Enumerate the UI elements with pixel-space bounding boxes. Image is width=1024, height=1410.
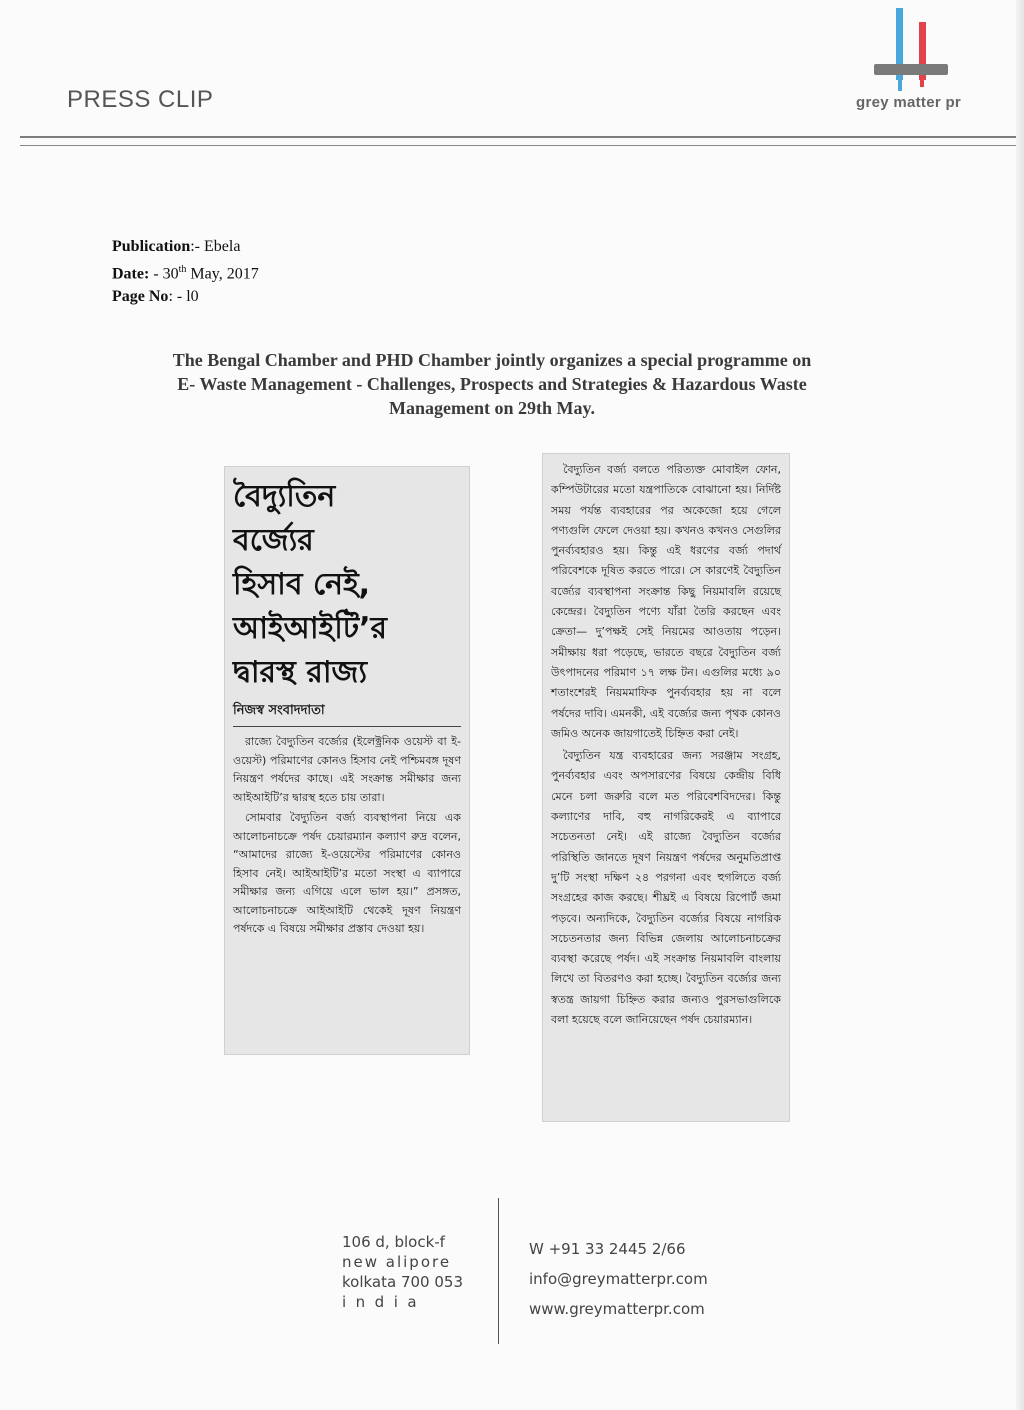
address-line-1: 106 d, block-f bbox=[342, 1233, 445, 1251]
publication-line bbox=[112, 235, 259, 258]
clip-headline-line-3: হিসাব নেই, bbox=[233, 567, 371, 602]
clip-paragraph: বৈদ্যুতিন যন্ত্র ব্যবহারের জন্য সরঞ্জাম সংগ্রহ, পুনর্ব্যবহার এবং অপসারণের বিষয়ে কেন্দ্রীয় বিধি মেনে চলা জরুরি বলে মত পরিবেশবিদদের। কিন্তু কল্যাণের দাবি, বহু নাগরিকেরই এ ব্যাপারে সচেতনতা নেই। এই রাজ্যে বৈদ্যুতিন বর্জ্যের পরিস্থিতি জানতে দূষণ নিয়ন্ত্রণ পর্ষদের অনুমতিপ্রাপ্ত দু’টি সংস্থা দক্ষিণ ২৪ পরগনা এবং হুগলিতে বর্জ্য সংগ্রহের কাজ করছে। শীঘ্রই এ বিষয়ে রিপোর্ট জমা পড়বে। অন্যদিকে, বৈদ্যুতিন বর্জ্যের বিষয়ে নাগরিক সচেতনতার জন্য বিভিন্ন জেলায় আলোচনাচক্রের ব্যবস্থা করেছে পর্ষদ। এই সংক্রান্ত নিয়মাবলি বাংলায় লিখে তা বিতরণও করা হচ্ছে। বৈদ্যুতিন বর্জ্যের জন্য স্বতন্ত্র জায়গা চিহ্নিত করার জন্যও পুরসভাগুলিকে বলা হয়েছে বলে জানিয়েছেন পর্ষদ চেয়ারম্যান। bbox=[551, 749, 781, 1027]
clip-headline-line-1: বৈদ্যুতিন bbox=[233, 479, 336, 514]
date-line bbox=[112, 258, 259, 285]
date-suffix: May, 2017 bbox=[186, 265, 259, 283]
clip-headline bbox=[233, 475, 461, 695]
publication-value: :- Ebela bbox=[190, 238, 241, 255]
clip-headline-line-2: বর্জ্যের bbox=[233, 523, 314, 558]
date-sup: th bbox=[178, 264, 187, 275]
date-label: Date: bbox=[112, 265, 150, 283]
page-label: Page No bbox=[112, 288, 169, 306]
address-line-4: india bbox=[342, 1293, 427, 1311]
footer-contact bbox=[529, 1234, 708, 1324]
address-line-2: new alipore bbox=[342, 1253, 452, 1271]
clip-paragraph: সোমবার বৈদ্যুতিন বর্জ্য ব্যবস্থাপনা নিয়ে এক আলোচনাচক্রে পর্ষদ চেয়ারম্যান কল্যাণ রুদ্র বলেন, “আমাদের রাজ্যে ই-ওয়েস্টের পরিমাণের কোনও হিসাব নেই। আইআইটি’র মতো সংস্থা এ ব্যাপারে সমীক্ষার জন্য এগিয়ে এলে ভাল হয়।” প্রসঙ্গত, আলোচনাচক্রে আইআইটি থেকেই দূষণ নিয়ন্ত্রণ পর্ষদকে এ বিষয়ে সমীক্ষার প্রস্তাব দেওয়া হয়। bbox=[233, 811, 461, 935]
footer-divider bbox=[498, 1198, 499, 1344]
publication-label: Publication bbox=[112, 238, 191, 255]
article-headline bbox=[100, 348, 884, 420]
page-title: PRESS CLIP bbox=[67, 86, 214, 113]
page-line bbox=[112, 285, 259, 308]
email-link[interactable]: info@greymatterpr.com bbox=[529, 1270, 708, 1288]
clip-headline-line-4: আইআইটি’র bbox=[233, 611, 388, 646]
newspaper-clip-right bbox=[542, 453, 790, 1122]
header-rule-top bbox=[20, 136, 1016, 138]
header-rule-bottom bbox=[20, 145, 1016, 146]
clip-paragraph: বৈদ্যুতিন বর্জ্য বলতে পরিত্যক্ত মোবাইল ফোন, কম্পিউটারের মতো যন্ত্রপাতিকে বোঝানো হয়। নির্দিষ্ট সময় পর্যন্ত ব্যবহারের পর অকেজো হয়ে গেলে পণ্যগুলি ফেলে দেওয়া হয়। কখনও কখনও সেগুলির পুনর্ব্যবহারও হয়। কিন্তু এই ধরণের বর্জ্য পদার্থ পরিবেশকে দূষিত করতে পারে। সে কারণেই বৈদ্যুতিন বর্জ্যের ব্যবস্থাপনা সংক্রান্ত কিছু নিয়মাবলি রয়েছে কেন্দ্রের। বৈদ্যুতিন পণ্যে যাঁরা তৈরি করছেন এবং ক্রেতা— দু’পক্ষই সেই নিয়মের আওতায় পড়েন। সমীক্ষায় ধরা পড়েছে, ভারতে বছরে বৈদ্যুতিন বর্জ্য উৎপাদনের পরিমাণ ১৭ লক্ষ টন। এগুলির মধ্যে ৯০ শতাংশেরই নিয়মমাফিক পুনর্ব্যবহার হয় না বলে পর্ষদের দাবি। এমনকী, এই বর্জ্যের জন্য পৃথক কোনও জমিও অনেক জায়গাতেই চিহ্নিত করা নেই। bbox=[551, 463, 781, 740]
clip-paragraph: রাজ্যে বৈদ্যুতিন বর্জ্যের (ইলেক্ট্রনিক ওয়েস্ট বা ই-ওয়েস্ট) পরিমাণের কোনও হিসাব নেই পশ্চিমবঙ্গ দূষণ নিয়ন্ত্রণ পর্ষদের কাছে। এই সংক্রান্ত সমীক্ষার জন্য আইআইটি’র দ্বারস্থ হতে চায় তারা। bbox=[233, 735, 461, 804]
clip-body-left bbox=[233, 733, 461, 939]
footer-address bbox=[342, 1232, 463, 1312]
headline-line-2: E- Waste Management - Challenges, Prospects and Strategies & Hazardous Waste bbox=[177, 374, 807, 394]
logo-text: grey matter pr bbox=[856, 94, 962, 111]
date-prefix: - 30 bbox=[149, 265, 179, 283]
headline-line-1: The Bengal Chamber and PHD Chamber jointly organizes a special programme on bbox=[172, 350, 812, 370]
website-link[interactable]: www.greymatterpr.com bbox=[529, 1300, 705, 1318]
page-value: : - l0 bbox=[168, 288, 199, 306]
headline-line-3: Management on 29th May. bbox=[389, 398, 595, 418]
clip-reporter: নিজস্ব সংবাদদাতা bbox=[233, 701, 461, 727]
clip-body-right bbox=[551, 460, 781, 1030]
address-line-3: kolkata 700 053 bbox=[342, 1273, 463, 1291]
clip-headline-line-5: দ্বারস্থ রাজ্য bbox=[233, 655, 368, 690]
phone-number: W +91 33 2445 2/66 bbox=[529, 1240, 686, 1258]
newspaper-clip-left bbox=[224, 466, 470, 1055]
publication-details bbox=[112, 235, 259, 308]
page-edge bbox=[1016, 0, 1024, 1410]
